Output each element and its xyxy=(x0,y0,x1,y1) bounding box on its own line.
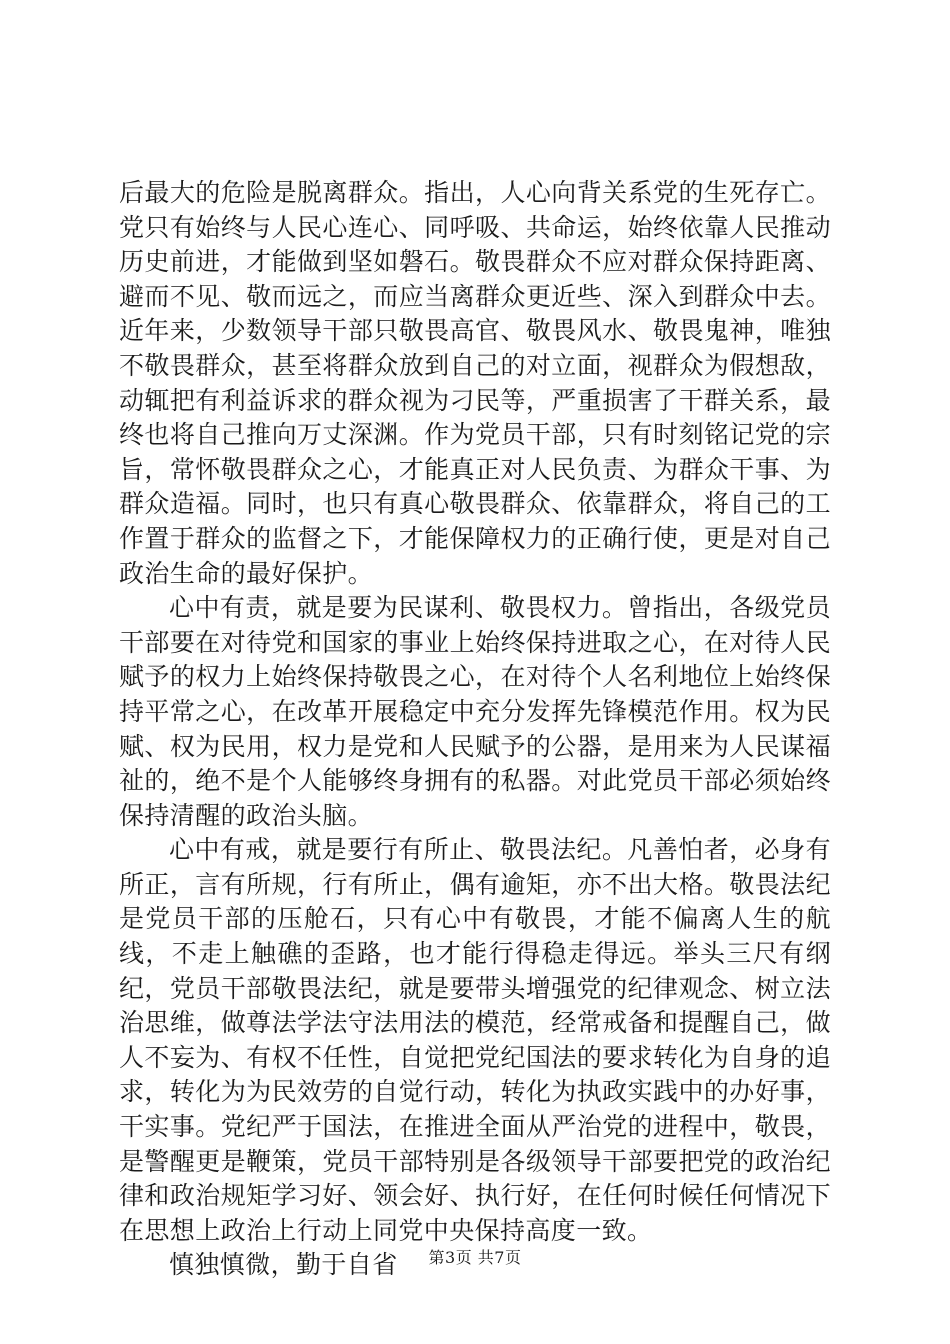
paragraph-1: 后最大的危险是脱离群众。指出，人心向背关系党的生死存亡。党只有始终与人民心连心、同呼吸、共命运，始终依靠人民推动历史前进，才能做到坚如磐石。敬畏群众不应对群众保持距离、避而不见、敬而远之，而应当离群众更近些、深入到群众中去。近年来，少数领导干部只敬畏高官、敬畏风水、敬畏鬼神，唯独不敬畏群众，甚至将群众放到自己的对立面，视群众为假想敌，动辄把有利益诉求的群众视为刁民等，严重损害了干群关系，最终也将自己推向万丈深渊。作为党员干部，只有时刻铭记党的宗旨，常怀敬畏群众之心，才能真正对人民负责、为群众干事、为群众造福。同时，也只有真心敬畏群众、依靠群众，将自己的工作置于群众的监督之下，才能保障权力的正确行使，更是对自己政治生命的最好保护。 xyxy=(119,178,831,588)
paragraph-2: 心中有责，就是要为民谋利、敬畏权力。曾指出，各级党员干部要在对待党和国家的事业上始终保持进取之心，在对待人民赋予的权力上始终保持敬畏之心，在对待个人名利地位上始终保持平常之心，在改革开展稳定中充分发挥先锋模范作用。权为民赋、权为民用，权力是党和人民赋予的公器，是用来为人民谋福祉的，绝不是个人能够终身拥有的私器。对此党员干部必须始终保持清醒的政治头脑。 xyxy=(119,593,831,830)
section-heading: 慎独慎微，勤于自省 xyxy=(169,1250,398,1280)
document-body xyxy=(119,176,831,1283)
paragraph-3: 心中有戒，就是要行有所止、敬畏法纪。凡善怕者，必身有所正，言有所规，行有所止，偶有逾矩，亦不出大格。敬畏法纪是党员干部的压舱石，只有心中有敬畏，才能不偏离人生的航线，不走上触礁的歪路，也才能行得稳走得远。举头三尺有纲纪，党员干部敬畏法纪，就是要带头增强党的纪律观念、树立法治思维，做尊法学法守法用法的模范，经常戒备和提醒自己，做人不妄为、有权不任性，自觉把党纪国法的要求转化为自身的追求，转化为为民效劳的自觉行动，转化为执政实践中的办好事，干实事。党纪严于国法，在推进全面从严治党的进程中，敬畏，是警醒更是鞭策，党员干部特别是各级领导干部要把党的政治纪律和政治规矩学习好、领会好、执行好，在任何时候任何情况下在思想上政治上行动上同党中央保持高度一致。 xyxy=(119,835,831,1245)
page-number: 第3页 共7页 xyxy=(428,1248,522,1267)
page-footer xyxy=(0,1245,950,1268)
